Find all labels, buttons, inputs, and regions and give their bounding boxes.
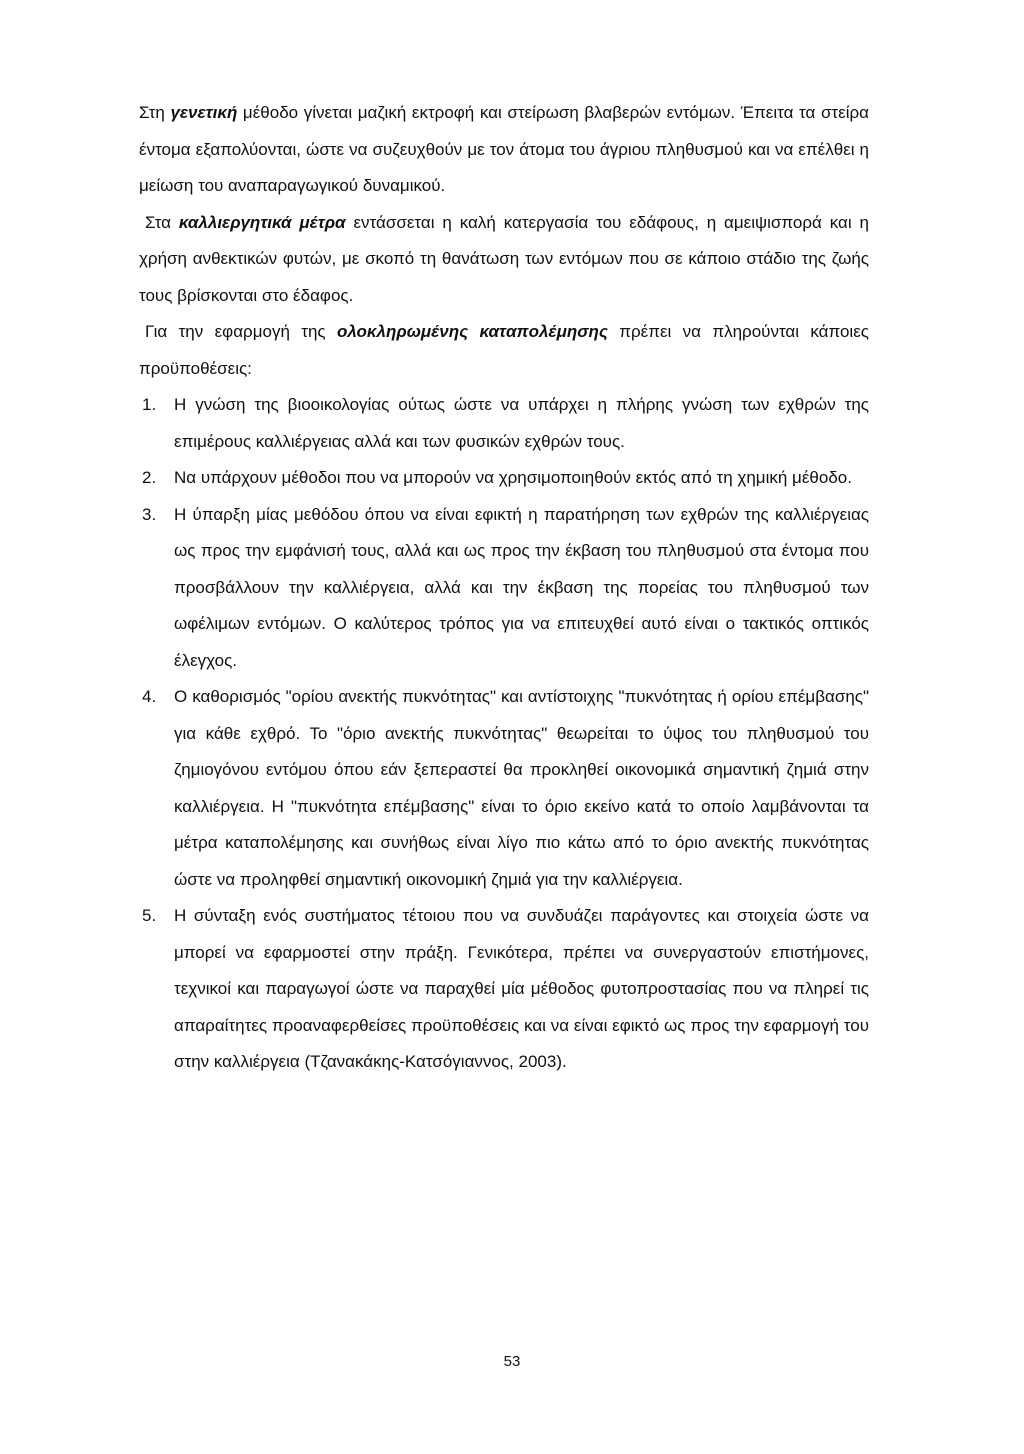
list-item-text: Να υπάρχουν μέθοδοι που να μπορούν να χρησιμοποιηθούν εκτός από τη χημική μέθοδο. — [174, 468, 852, 487]
list-number: 5. — [142, 906, 157, 925]
list-number: 3. — [142, 504, 157, 524]
list-item — [139, 497, 869, 680]
paragraph-genetic-method — [139, 95, 869, 205]
paragraph-text: πρέπει να πληρούνται κάποιες προϋποθέσεις: — [139, 322, 869, 378]
emphasis-term: καλλιεργητικά μέτρα — [178, 212, 346, 232]
list-number: 1. — [142, 395, 157, 414]
paragraph-text: εντάσσεται η καλή κατεργασία του εδάφους, η αμειψισπορά και η χρήση ανθεκτικών φυτών, με σκοπό τη θανάτωση των εντόμων που σε κάποιο στάδιο της ζωής τους βρίσκονται στο έδαφος. — [139, 212, 869, 305]
page-number: 53 — [503, 1353, 521, 1370]
list-item — [139, 679, 869, 898]
paragraph-integrated-control — [139, 314, 869, 387]
list-item-text: Η σύνταξη ενός συστήματος τέτοιου που να συνδυάζει παράγοντες και στοιχεία ώστε να μπορεί να εφαρμοστεί στην πράξη. Γενικότερα, πρέπει να συνεργαστούν επιστήμονες, τεχνικοί και παραγωγοί ώστε να παραχθεί μία μέθοδος φυτοπροστασίας που να πληρεί τις απαραίτητες προαναφερθείσες προϋποθέσεις και να είναι εφικτό ως προς την εφαρμογή του στην καλλιέργεια (Τζανακάκης-Κατσόγιαννος, 2003). — [174, 906, 869, 1071]
list-item — [139, 460, 869, 497]
list-item — [139, 387, 869, 460]
paragraph-text: μέθοδο γίνεται μαζική εκτροφή και στείρωση βλαβερών εντόμων. Έπειτα τα στείρα έντομα εξαπολύονται, ώστε να συζευχθούν με τον άτομα του άγριου πληθυσμού και να επέλθει η μείωση του αναπαραγωγικού δυναμικού. — [139, 103, 870, 195]
paragraph-text: Για την εφαρμογή της — [145, 322, 337, 341]
paragraph-text: Στα — [145, 212, 179, 232]
paragraph-text: Στη — [139, 103, 171, 122]
list-item-text: Η ύπαρξη μίας μεθόδου όπου να είναι εφικτή η παρατήρηση των εχθρών της καλλιέργειας ως προς την εμφάνισή τους, αλλά και ως προς την έκβαση του πληθυσμού στα έντομα που προσβάλλουν την καλλιέργεια, αλλά και την έκβαση της πορείας του πληθυσμού των ωφέλιμων εντόμων. Ο καλύτερος τρόπος για να επιτευχθεί αυτό είναι ο τακτικός οπτικός έλεγχος. — [174, 504, 869, 670]
emphasis-term: γενετική — [170, 103, 238, 122]
list-item — [139, 898, 869, 1081]
emphasis-term: ολοκληρωμένης καταπολέμησης — [336, 322, 608, 341]
body-text — [139, 95, 869, 1081]
prerequisites-list — [139, 387, 869, 1081]
list-number: 4. — [142, 687, 157, 706]
list-item-text: Ο καθορισμός "ορίου ανεκτής πυκνότητας" και αντίστοιχης "πυκνότητας ή ορίου επέμβασης" για κάθε εχθρό. Το "όριο ανεκτής πυκνότητας" θεωρείται το ύψος του πληθυσμού του ζημιογόνου εντόμου όπου εάν ξεπεραστεί θα προκληθεί οικονομικά σημαντική ζημιά στην καλλιέργεια. Η "πυκνότητα επέμβασης" είναι το όριο εκείνο κατά το οποίο λαμβάνονται τα μέτρα καταπολέμησης και συνήθως είναι λίγο πιο κάτω από το όριο ανεκτής πυκνότητας ώστε να προληφθεί σημαντική οικονομική ζημιά για την καλλιέργεια. — [174, 687, 869, 889]
list-number: 2. — [142, 468, 157, 487]
paragraph-cultural-measures — [139, 205, 869, 315]
list-item-text: Η γνώση της βιοοικολογίας ούτως ώστε να υπάρχει η πλήρης γνώση των εχθρών της επιμέρους καλλιέργειας αλλά και των φυσικών εχθρών τους. — [174, 395, 869, 451]
